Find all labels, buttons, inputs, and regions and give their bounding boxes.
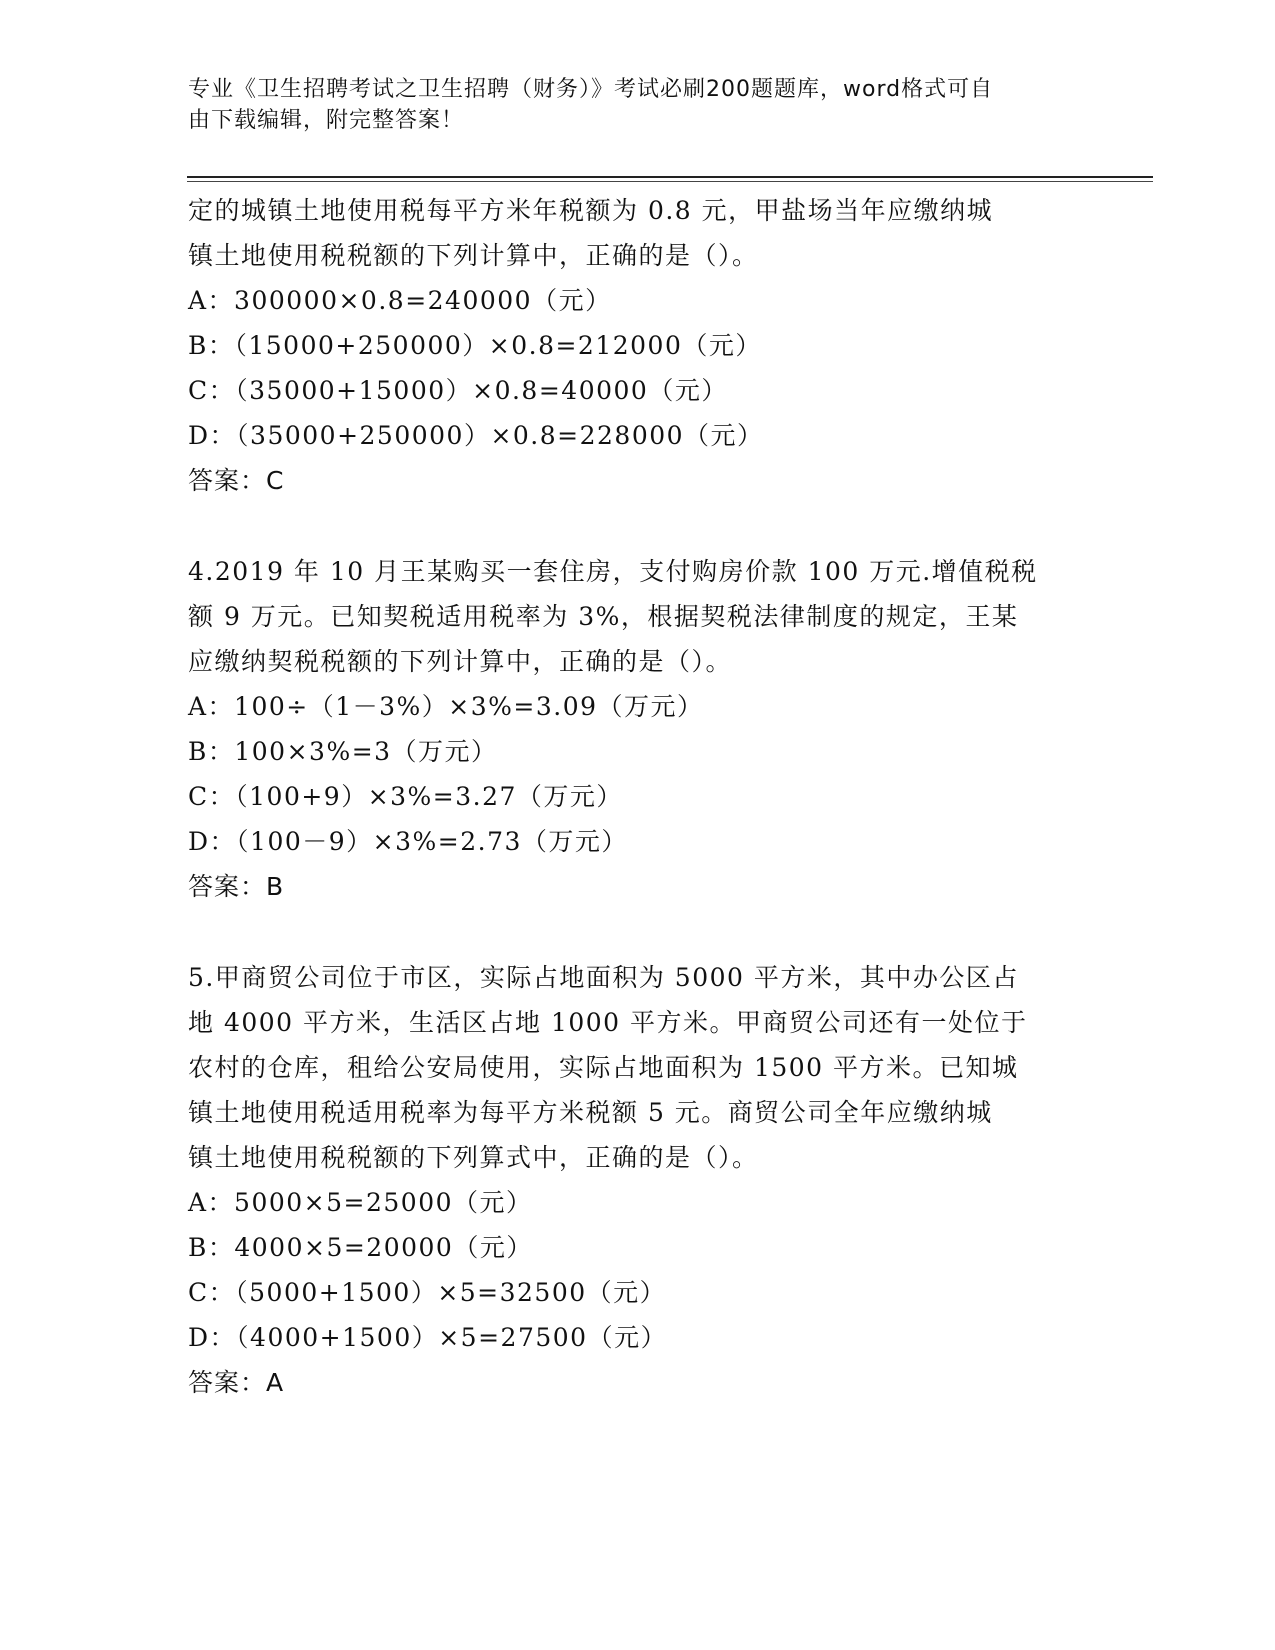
question-stem-line: 5.甲商贸公司位于市区，实际占地面积为 5000 平方米，其中办公区占 — [188, 963, 1019, 992]
question-stem-line: 镇土地使用税税额的下列算式中，正确的是（）。 — [188, 1143, 759, 1172]
header-divider-thin — [187, 181, 1153, 182]
question-spacer — [188, 909, 1088, 955]
header-title-line-1: 专业《卫生招聘考试之卫生招聘（财务）》考试必刷200题题库，word格式可自 — [188, 77, 994, 102]
option-c: C：（5000+1500）×5=32500（元） — [188, 1278, 667, 1307]
option-d: D：（35000+250000）×0.8=228000（元） — [188, 421, 764, 450]
option-b: B：（15000+250000）×0.8=212000（元） — [188, 331, 762, 360]
question-stem-line: 定的城镇土地使用税每平方米年税额为 0.8 元，甲盐场当年应缴纳城 — [188, 196, 994, 225]
question-4 — [188, 549, 1088, 909]
question-stem-line: 镇土地使用税适用税率为每平方米税额 5 元。商贸公司全年应缴纳城 — [188, 1098, 993, 1127]
question-stem-line: 额 9 万元。已知契税适用税率为 3%，根据契税法律制度的规定，王某 — [188, 602, 1019, 631]
header-title-line-2: 由下载编辑，附完整答案！ — [188, 108, 465, 133]
option-c: C：（100+9）×3%=3.27（万元） — [188, 782, 623, 811]
option-b: B：4000×5=20000（元） — [188, 1233, 533, 1262]
page-header — [188, 74, 1068, 136]
option-a: A：300000×0.8=240000（元） — [188, 286, 612, 315]
answer-line: 答案：C — [188, 466, 285, 495]
option-b: B：100×3%=3（万元） — [188, 737, 498, 766]
question-3 — [188, 188, 1088, 503]
question-5 — [188, 955, 1088, 1405]
question-list — [188, 188, 1088, 1405]
answer-line: 答案：A — [188, 1368, 285, 1397]
question-stem-line: 应缴纳契税税额的下列计算中，正确的是（）。 — [188, 647, 733, 676]
answer-line: 答案：B — [188, 872, 285, 901]
option-d: D：（100－9）×3%=2.73（万元） — [188, 827, 628, 856]
option-a: A：100÷（1－3%）×3%=3.09（万元） — [188, 692, 704, 721]
question-stem-line: 农村的仓库，租给公安局使用，实际占地面积为 1500 平方米。已知城 — [188, 1053, 1019, 1082]
header-divider-thick — [187, 176, 1153, 178]
option-c: C：（35000+15000）×0.8=40000（元） — [188, 376, 728, 405]
question-stem-line: 地 4000 平方米，生活区占地 1000 平方米。甲商贸公司还有一处位于 — [188, 1008, 1028, 1037]
option-d: D：（4000+1500）×5=27500（元） — [188, 1323, 668, 1352]
question-stem-line: 4.2019 年 10 月王某购买一套住房，支付购房价款 100 万元.增值税税 — [188, 557, 1038, 586]
question-stem-line: 镇土地使用税税额的下列计算中，正确的是（）。 — [188, 241, 759, 270]
question-spacer — [188, 503, 1088, 549]
option-a: A：5000×5=25000（元） — [188, 1188, 533, 1217]
